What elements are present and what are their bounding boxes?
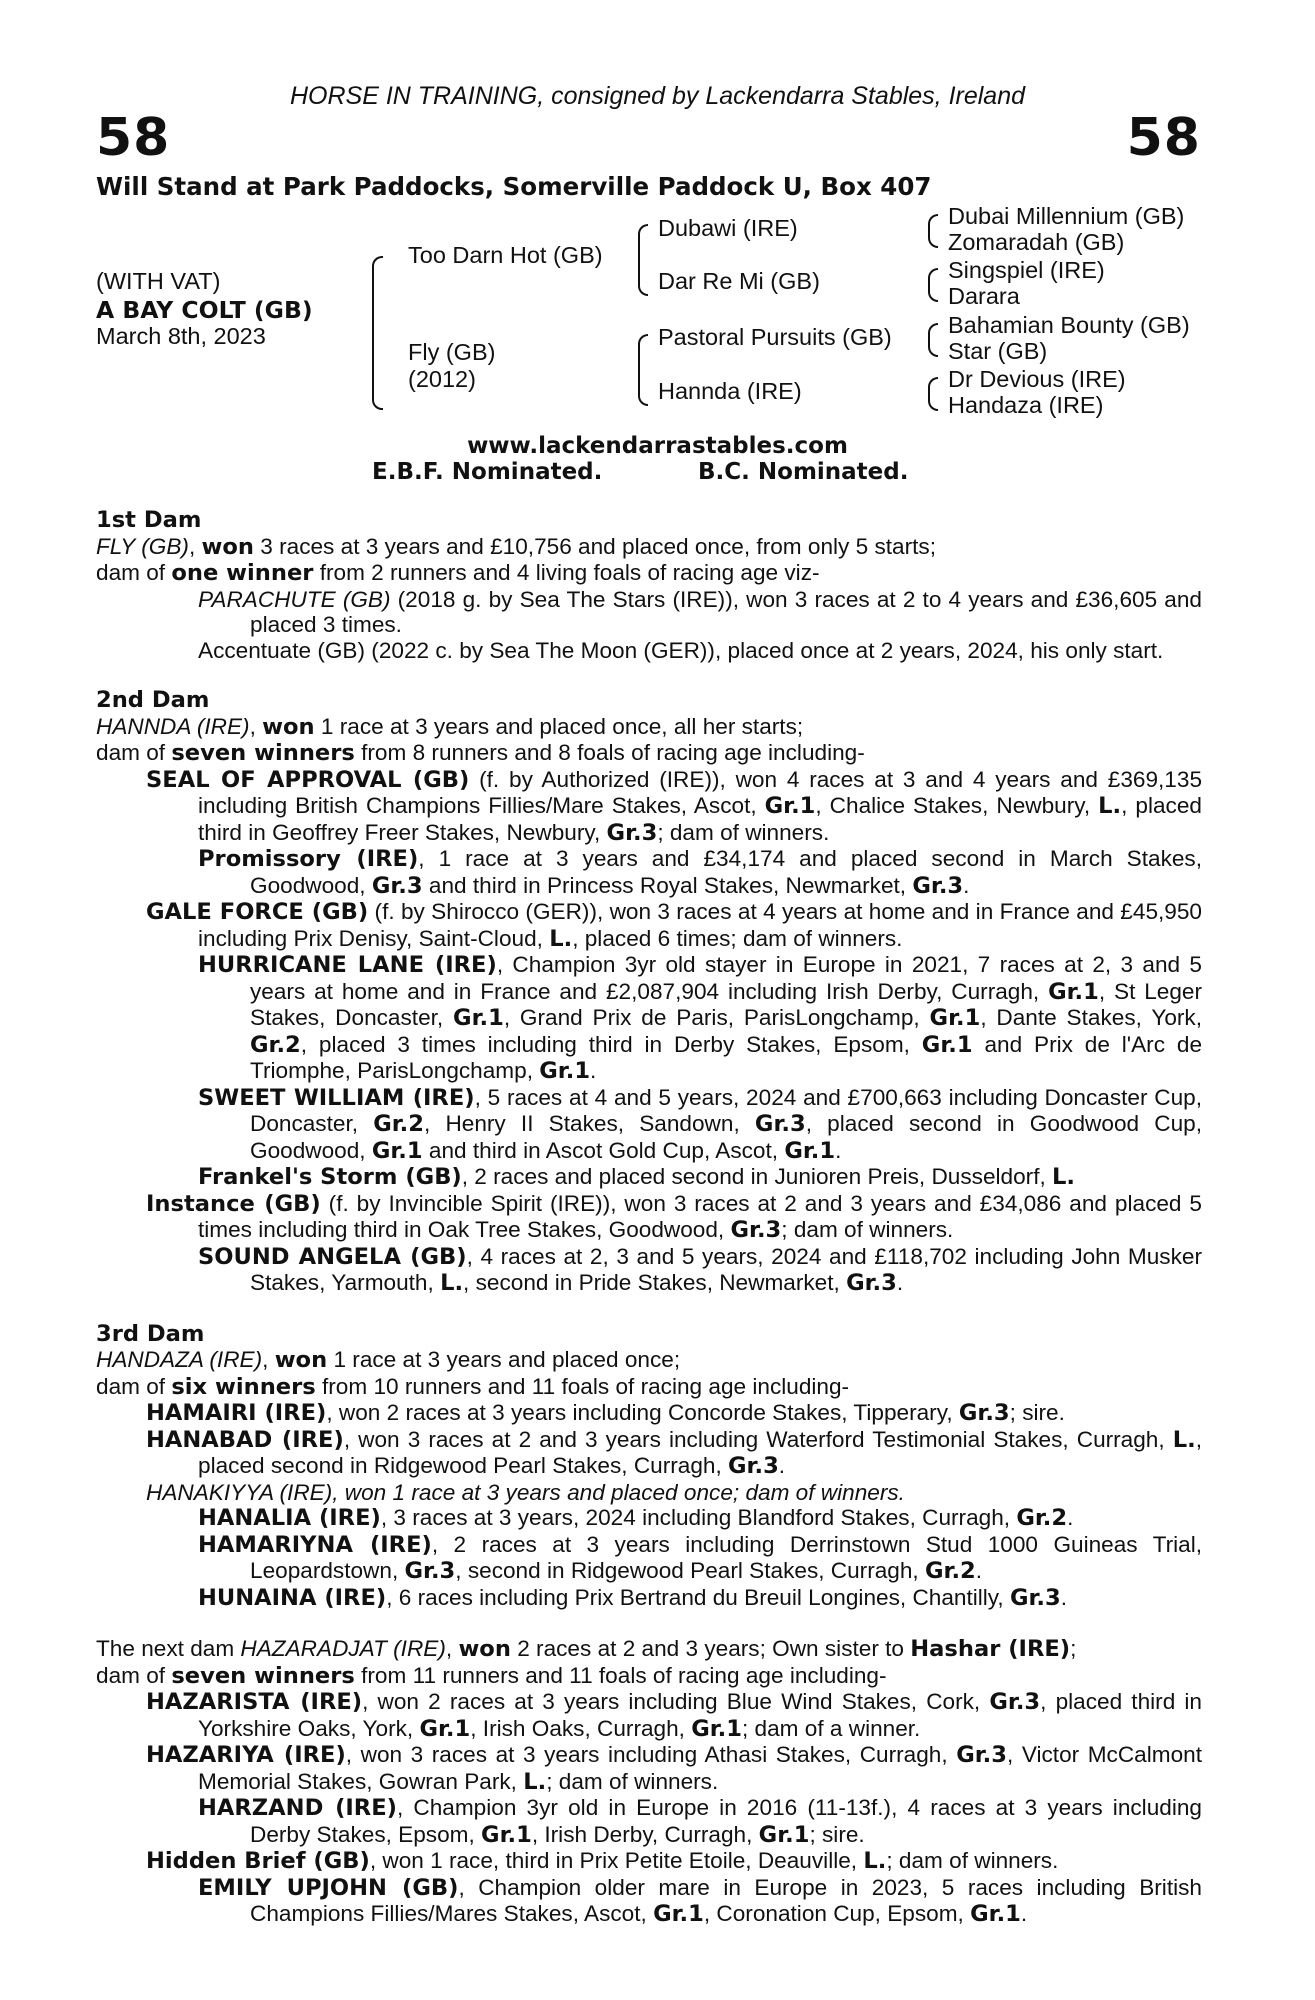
sire-sire: Dubawi (IRE) bbox=[658, 215, 798, 241]
pedigree-table bbox=[0, 0, 1315, 420]
second-dam-record: HANNDA (IRE), won 1 race at 3 years and placed once, all her starts; bbox=[96, 713, 804, 740]
produce-promissory: Promissory (IRE), 1 race at 3 years and £34,174 and placed second in March Stakes, Goodwood, Gr.3 and third in Princess Royal Stakes, Newmarket, Gr.3. bbox=[198, 846, 1203, 899]
lot-number-left: 58 bbox=[96, 108, 171, 168]
bracket-g1 bbox=[928, 214, 938, 248]
granddam-3: Star (GB) bbox=[948, 338, 1048, 364]
grandsire-4: Dr Devious (IRE) bbox=[948, 366, 1126, 392]
bracket-g2 bbox=[928, 268, 938, 302]
sire-dam: Dar Re Mi (GB) bbox=[658, 268, 820, 294]
grandsire-3: Bahamian Bounty (GB) bbox=[948, 312, 1190, 338]
bracket-dam-parents bbox=[638, 334, 648, 406]
produce-parachute: PARACHUTE (GB) (2018 g. by Sea The Stars (IRE)), won 3 races at 2 to 4 years and £36,605 and placed 3 times. bbox=[198, 586, 1202, 637]
foaling-date: March 8th, 2023 bbox=[96, 323, 266, 349]
produce-hurricane-lane: HURRICANE LANE (IRE), Champion 3yr old stayer in Europe in 2021, 7 races at 2, 3 and 5 years at home and in France and £2,087,904 including Irish Derby, Curragh, Gr.1, St Leger Stakes, Doncaster, Gr.1, Grand Prix de Paris, ParisLongchamp, Gr.1, Dante Stakes, York, Gr.2, placed 3 times including third in Derby Stakes, Epsom, Gr.1 and Prix de l'Arc de Triomphe, ParisLongchamp, Gr.1. bbox=[198, 952, 1203, 1084]
produce-sound-angela: SOUND ANGELA (GB), 4 races at 2, 3 and 5 years, 2024 and £118,702 including John Musker Stakes, Yarmouth, L., second in Pride Stakes, Newmarket, Gr.3. bbox=[198, 1243, 1202, 1296]
granddam-1: Zomaradah (GB) bbox=[948, 229, 1125, 255]
produce-hunaina: HUNAINA (IRE), 6 races including Prix Bertrand du Breuil Longines, Chantilly, Gr.3. bbox=[198, 1584, 1068, 1611]
bc-nomination: B.C. Nominated. bbox=[698, 459, 909, 485]
produce-hamariyna: HAMARIYNA (IRE), 2 races at 3 years including Derrinstown Stud 1000 Guineas Trial, Leopardstown, Gr.3, second in Ridgewood Pearl Stakes, Curragh, Gr.2. bbox=[198, 1531, 1202, 1584]
consignment-line: HORSE IN TRAINING, consigned by Lackendarra Stables, Ireland bbox=[289, 82, 1026, 110]
produce-emily-upjohn: EMILY UPJOHN (GB), Champion older mare in Europe in 2023, 5 races including British Champions Fillies/Mares Stakes, Ascot, Gr.1, Coronation Cup, Epsom, Gr.1. bbox=[198, 1874, 1202, 1927]
fourth-dam-produce: dam of seven winners from 11 runners and 11 foals of racing age including- bbox=[96, 1662, 887, 1689]
ebf-nomination: E.B.F. Nominated. bbox=[372, 459, 603, 485]
bracket-sire-dam bbox=[372, 256, 383, 410]
produce-accentuate: Accentuate (GB) (2022 c. by Sea The Moon (GER)), placed once at 2 years, 2024, his only start. bbox=[198, 637, 1164, 663]
produce-harzand: HARZAND (IRE), Champion 3yr old in Europe in 2016 (11-13f.), 4 races at 3 years including Derby Stakes, Epsom, Gr.1, Irish Derby, Curragh, Gr.1; sire. bbox=[198, 1795, 1202, 1848]
produce-hazarista: HAZARISTA (IRE), won 2 races at 3 years including Blue Wind Stakes, Cork, Gr.3, placed third in Yorkshire Oaks, York, Gr.1, Irish Oaks, Curragh, Gr.1; dam of a winner. bbox=[146, 1689, 1202, 1742]
bracket-g4 bbox=[928, 377, 938, 411]
dam-dam: Hannda (IRE) bbox=[658, 378, 802, 404]
horse-name: A BAY COLT (GB) bbox=[96, 296, 313, 324]
granddam-2: Darara bbox=[948, 283, 1020, 309]
bracket-sire-parents bbox=[638, 224, 648, 296]
produce-hidden-brief: Hidden Brief (GB), won 1 race, third in Prix Petite Etoile, Deauville, L.; dam of winners. bbox=[146, 1848, 1059, 1874]
first-dam-record: FLY (GB), won 3 races at 3 years and £10,756 and placed once, from only 5 starts; bbox=[96, 533, 936, 560]
granddam-4: Handaza (IRE) bbox=[948, 392, 1104, 418]
produce-hanakiyya: HANAKIYYA (IRE), won 1 race at 3 years and placed once; dam of winners. bbox=[146, 1479, 905, 1505]
second-dam-produce: dam of seven winners from 8 runners and 8 foals of racing age including- bbox=[96, 740, 865, 766]
produce-instance: Instance (GB) (f. by Invincible Spirit (IRE)), won 3 races at 2 and 3 years and £34,086 and placed 5 times including third in Oak Tree Stakes, Goodwood, Gr.3; dam of winners. bbox=[146, 1190, 1202, 1243]
bracket-g3 bbox=[928, 323, 938, 357]
produce-hanabad: HANABAD (IRE), won 3 races at 2 and 3 years including Waterford Testimonial Stakes, Curragh, L., placed second in Ridgewood Pearl Stakes, Curragh, Gr.3. bbox=[146, 1426, 1202, 1479]
sire-name: Too Darn Hot (GB) bbox=[408, 242, 603, 268]
third-dam-heading: 3rd Dam bbox=[96, 1320, 205, 1347]
fourth-dam-record: The next dam HAZARADJAT (IRE), won 2 races at 2 and 3 years; Own sister to Hashar (IRE); bbox=[96, 1636, 1077, 1662]
third-dam-record: HANDAZA (IRE), won 1 race at 3 years and placed once; bbox=[96, 1347, 681, 1373]
produce-record bbox=[96, 508, 1202, 1928]
produce-gale-force: GALE FORCE (GB) (f. by Shirocco (GER)), won 3 races at 4 years at home and in France and £45,950 including Prix Denisy, Saint-Cloud, L., placed 6 times; dam of winners. bbox=[146, 899, 1202, 952]
produce-sweet-william: SWEET WILLIAM (IRE), 5 races at 4 and 5 years, 2024 and £700,663 including Doncaster Cup, Doncaster, Gr.2, Henry II Stakes, Sandown, Gr.3, placed second in Goodwood Cup, Goodwood, Gr.1 and third in Ascot Gold Cup, Ascot, Gr.1. bbox=[198, 1084, 1202, 1164]
produce-frankels-storm: Frankel's Storm (GB), 2 races and placed second in Junioren Preis, Dusseldorf, L. bbox=[198, 1164, 1076, 1190]
grandsire-2: Singspiel (IRE) bbox=[948, 257, 1105, 283]
produce-seal-of-approval: SEAL OF APPROVAL (GB) (f. by Authorized (IRE)), won 4 races at 3 and 4 years and £369,135 including British Champions Fillies/Mare Stakes, Ascot, Gr.1, Chalice Stakes, Newbury, L., placed third in Geoffrey Freer Stakes, Newbury, Gr.3; dam of winners. bbox=[146, 766, 1203, 846]
dam-name: Fly (GB) bbox=[408, 339, 496, 365]
dam-year: (2012) bbox=[408, 366, 476, 392]
website: www.lackendarrastables.com bbox=[467, 433, 848, 459]
dam-sire: Pastoral Pursuits (GB) bbox=[658, 324, 892, 350]
produce-hanalia: HANALIA (IRE), 3 races at 3 years, 2024 including Blandford Stakes, Curragh, Gr.2. bbox=[198, 1505, 1074, 1531]
stand-location: Will Stand at Park Paddocks, Somerville Paddock U, Box 407 bbox=[96, 172, 932, 201]
produce-hazariya: HAZARIYA (IRE), won 3 races at 3 years including Athasi Stakes, Curragh, Gr.3, Victor McCalmont Memorial Stakes, Gowran Park, L.; dam of winners. bbox=[146, 1742, 1202, 1795]
first-dam-heading: 1st Dam bbox=[96, 507, 202, 533]
vat-note: (WITH VAT) bbox=[96, 268, 221, 294]
lot-number-right: 58 bbox=[1126, 108, 1201, 168]
produce-hamairi: HAMAIRI (IRE), won 2 races at 3 years including Concorde Stakes, Tipperary, Gr.3; sire. bbox=[146, 1400, 1065, 1426]
second-dam-heading: 2nd Dam bbox=[96, 687, 210, 713]
grandsire-1: Dubai Millennium (GB) bbox=[948, 203, 1185, 229]
first-dam-produce: dam of one winner from 2 runners and 4 living foals of racing age viz- bbox=[96, 560, 820, 586]
third-dam-produce: dam of six winners from 10 runners and 11 foals of racing age including- bbox=[96, 1373, 850, 1400]
